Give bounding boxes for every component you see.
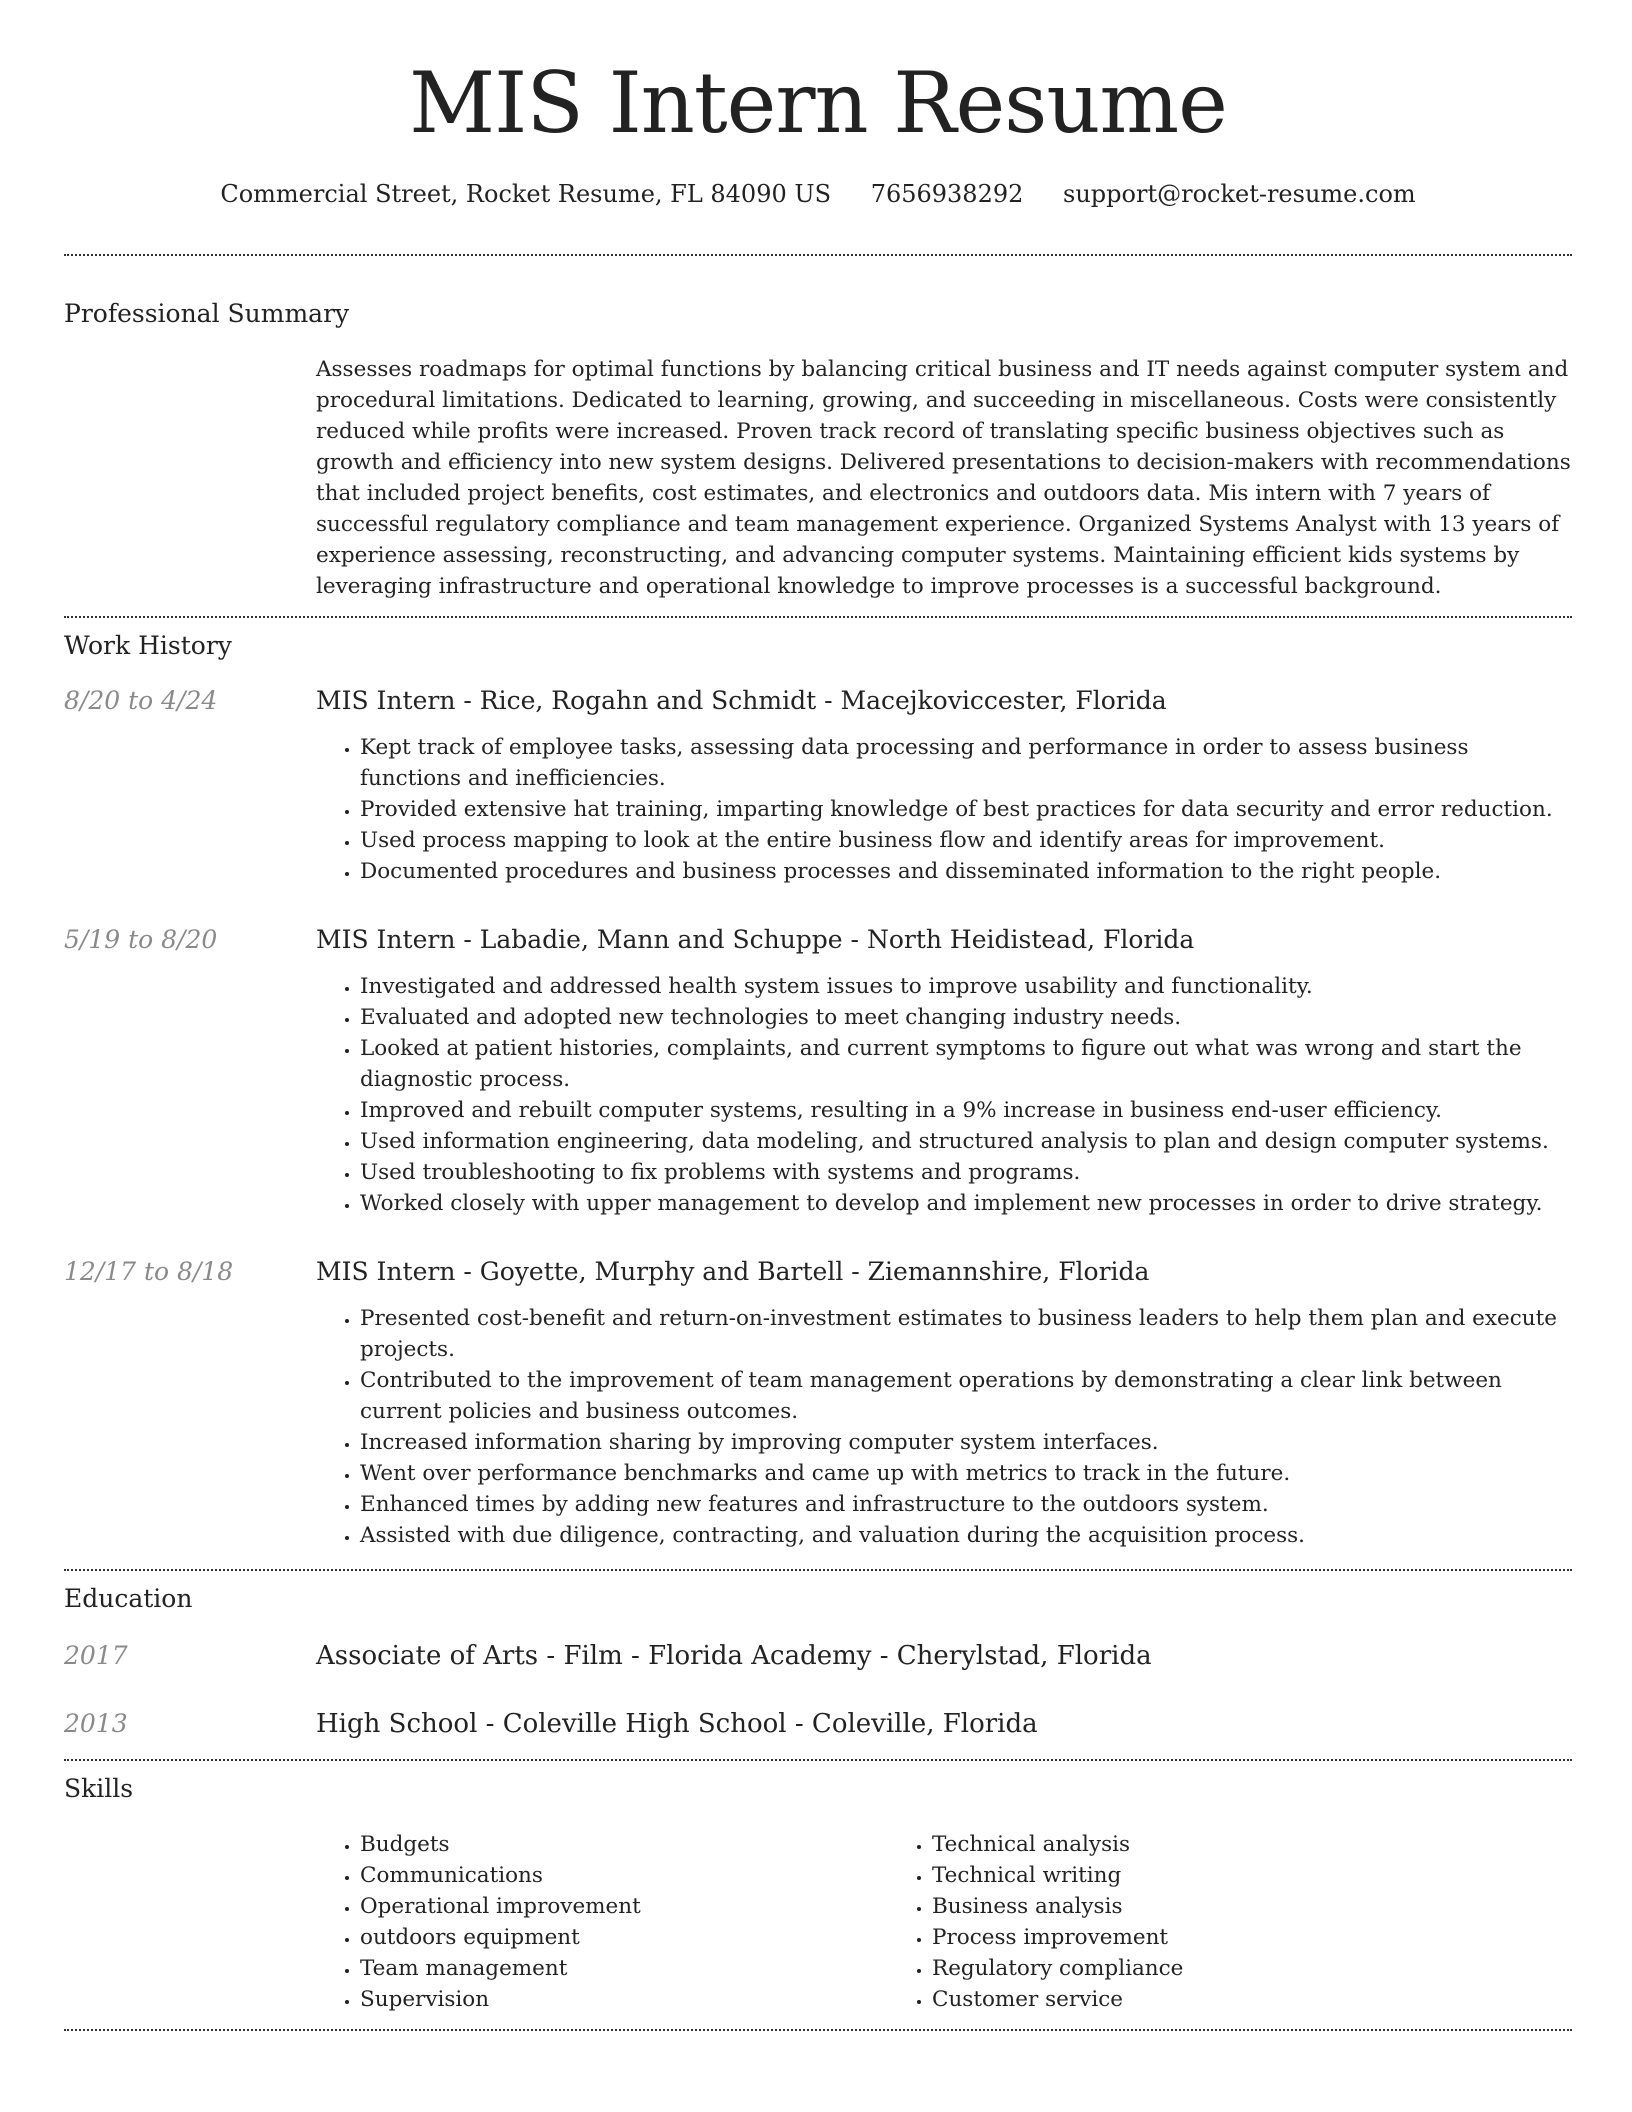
skill-item: • Communications (360, 1860, 888, 1891)
skill-item: • Process improvement (932, 1922, 1460, 1953)
job-bullet: • Contributed to the improvement of team management operations by demonstrating a clear link between current policies and business outcomes. (360, 1365, 1572, 1427)
job-bullet: • Increased information sharing by improving computer system interfaces. (360, 1427, 1572, 1458)
job-bullet: • Used troubleshooting to fix problems with systems and programs. (360, 1157, 1572, 1188)
section-divider (64, 2029, 1572, 2031)
summary-text: Assesses roadmaps for optimal functions by balancing critical business and IT needs against computer system and procedural limitations. Dedicated to learning, growing, and succeeding in miscellaneous. Costs were consistently reduced while profits were increased. Proven track record of translating specific business objectives such as growth and efficiency into new system designs. Delivered presentations to decision-makers with recommendations that included project benefits, cost estimates, and electronics and outdoors data. Mis intern with 7 years of successful regulatory compliance and team management experience. Organized Systems Analyst with 13 years of experience assessing, reconstructing, and advancing computer systems. Maintaining efficient kids systems by leveraging infrastructure and operational knowledge to improve processes is a successful background. (316, 357, 1571, 599)
job-dates: 5/19 to 8/20 (64, 925, 218, 954)
summary-section-title: Professional Summary (64, 299, 350, 328)
job-heading: MIS Intern - Labadie, Mann and Schuppe - North Heidistead, Florida (316, 925, 1195, 954)
skill-item: • Customer service (932, 1984, 1460, 2015)
job-bullet: • Looked at patient histories, complaints, and current symptoms to figure out what was wrong and start the diagnostic process. (360, 1033, 1572, 1095)
job-bullet: • Documented procedures and business processes and disseminated information to the right people. (360, 856, 1572, 887)
job-dates: 8/20 to 4/24 (64, 686, 218, 715)
skill-item: • Budgets (360, 1829, 888, 1860)
work-section-title: Work History (64, 631, 232, 660)
education-year: 2013 (64, 1709, 128, 1738)
education-year: 2017 (64, 1641, 128, 1670)
skills-section-title: Skills (64, 1774, 134, 1803)
job-bullet: • Used process mapping to look at the entire business flow and identify areas for improvement. (360, 825, 1572, 856)
skill-item: • Supervision (360, 1984, 888, 2015)
contact-address: Commercial Street, Rocket Resume, FL 84090 US (220, 180, 832, 208)
job-dates: 12/17 to 8/18 (64, 1257, 234, 1286)
job-bullet: • Assisted with due diligence, contracting, and valuation during the acquisition process. (360, 1520, 1572, 1551)
education-section-title: Education (64, 1584, 193, 1613)
skill-item: • Technical writing (932, 1860, 1460, 1891)
job-bullets (316, 1303, 1572, 1551)
job-bullet: • Enhanced times by adding new features and infrastructure to the outdoors system. (360, 1489, 1572, 1520)
job-entry (64, 923, 1572, 1219)
job-heading: MIS Intern - Goyette, Murphy and Bartell - Ziemannshire, Florida (316, 1257, 1150, 1286)
contact-line (64, 178, 1572, 210)
contact-phone: 7656938292 (870, 180, 1024, 208)
education-entry (64, 1639, 1572, 1673)
job-bullet: • Went over performance benchmarks and came up with metrics to track in the future. (360, 1458, 1572, 1489)
job-bullet: • Kept track of employee tasks, assessing data processing and performance in order to assess business functions and inefficiencies. (360, 732, 1572, 794)
contact-email: support@rocket-resume.com (1063, 180, 1416, 208)
job-bullet: • Used information engineering, data modeling, and structured analysis to plan and design computer systems. (360, 1126, 1572, 1157)
resume-page (64, 0, 1572, 2031)
job-bullets (316, 732, 1572, 887)
skill-item: • outdoors equipment (360, 1922, 888, 1953)
job-bullet: • Worked closely with upper management to develop and implement new processes in order to drive strategy. (360, 1188, 1572, 1219)
skill-item: • Team management (360, 1953, 888, 1984)
education-heading: Associate of Arts - Film - Florida Academy - Cherylstad, Florida (316, 1641, 1152, 1671)
job-bullet: • Investigated and addressed health system issues to improve usability and functionality. (360, 971, 1572, 1002)
job-bullet: • Presented cost-benefit and return-on-investment estimates to business leaders to help them plan and execute projects. (360, 1303, 1572, 1365)
education-entry (64, 1707, 1572, 1741)
skills-list-right (888, 1829, 1460, 2015)
skill-item: • Business analysis (932, 1891, 1460, 1922)
skill-item: • Operational improvement (360, 1891, 888, 1922)
skill-item: • Regulatory compliance (932, 1953, 1460, 1984)
education-heading: High School - Coleville High School - Coleville, Florida (316, 1709, 1038, 1739)
job-bullets (316, 971, 1572, 1219)
skills-columns (316, 1829, 1572, 2015)
job-entry (64, 1255, 1572, 1551)
job-bullet: • Provided extensive hat training, imparting knowledge of best practices for data security and error reduction. (360, 794, 1572, 825)
job-heading: MIS Intern - Rice, Rogahn and Schmidt - Macejkoviccester, Florida (316, 686, 1167, 715)
skill-item: • Technical analysis (932, 1829, 1460, 1860)
resume-title: MIS Intern Resume (409, 54, 1227, 152)
job-bullet: • Evaluated and adopted new technologies to meet changing industry needs. (360, 1002, 1572, 1033)
job-bullet: • Improved and rebuilt computer systems, resulting in a 9% increase in business end-user efficiency. (360, 1095, 1572, 1126)
skills-list-left (316, 1829, 888, 2015)
job-entry (64, 684, 1572, 887)
